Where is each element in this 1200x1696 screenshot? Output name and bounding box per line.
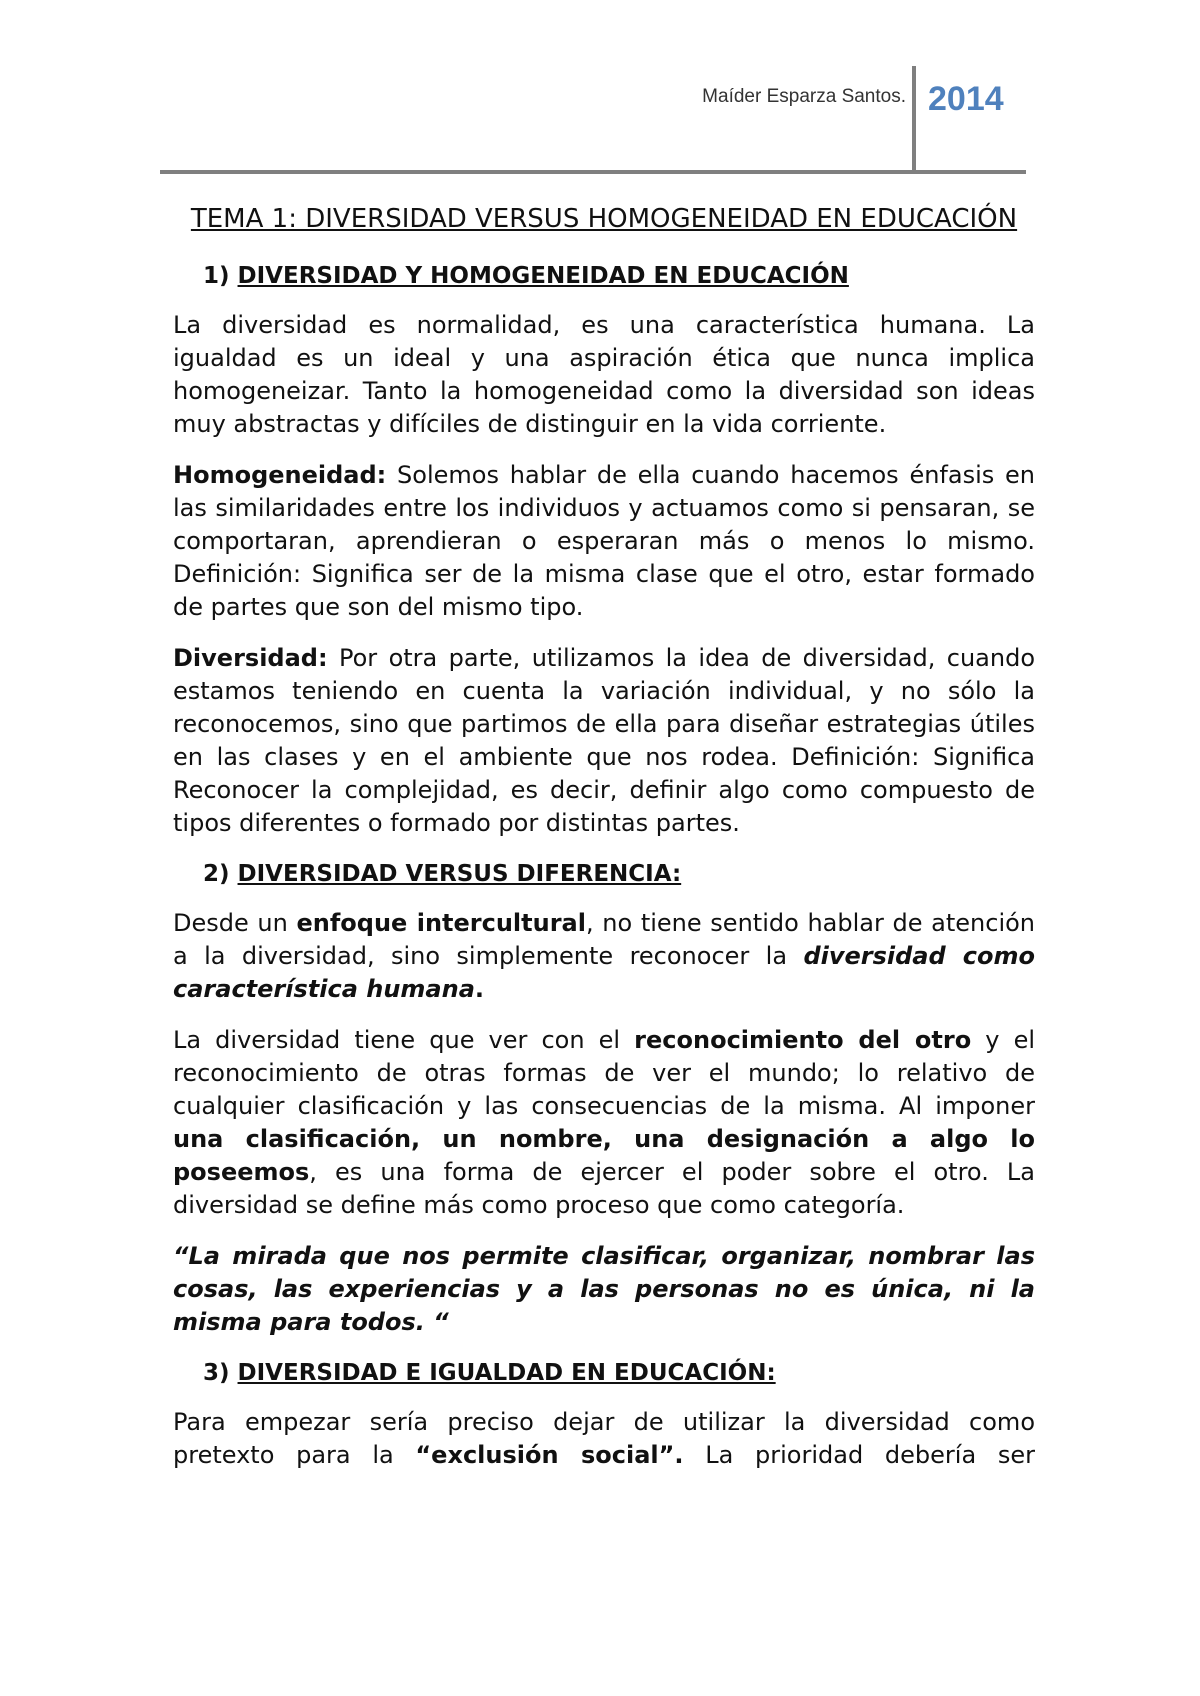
text-run: La prioridad debería ser	[683, 1441, 1035, 1469]
bold-italic-run: diversidad como característica humana	[173, 942, 1035, 1003]
bold-run: enfoque intercultural	[296, 909, 586, 937]
page-header	[160, 66, 1026, 176]
section-3-number: 3)	[203, 1360, 238, 1386]
bold-run: .	[474, 975, 485, 1003]
homogeneidad-definition: Solemos hablar de ella cuando hacemos énfasis en las similaridades entre los individuos y actuamos como si pensaran, se comportaran, aprendieran o esperaran más o menos lo mismo. Definición: Significa ser de la misma clase que el otro, estar formado de partes que son del mismo tipo.	[173, 461, 1035, 621]
text-run: y el reconocimiento de otras formas de ver el mundo; lo relativo de cualquier clasificación y las consecuencias de la misma. Al imponer	[173, 1026, 1035, 1120]
header-year: 2014	[928, 80, 1004, 118]
section-2-paragraph-1	[173, 907, 1035, 1006]
section-1-number: 1)	[203, 263, 238, 289]
section-1-paragraph-3	[173, 642, 1035, 840]
bold-run: una clasificación, un nombre, una designación a algo lo poseemos	[173, 1125, 1035, 1186]
section-3-heading	[203, 1357, 1035, 1390]
document-body	[173, 200, 1035, 1490]
bold-run: reconocimiento del otro	[634, 1026, 972, 1054]
section-1-paragraph-2	[173, 459, 1035, 624]
header-horizontal-rule	[160, 170, 1026, 174]
text-run: La diversidad tiene que ver con el	[173, 1026, 635, 1054]
bold-run: “exclusión social”.	[415, 1441, 684, 1469]
text-run: , es una forma de ejercer el poder sobre el otro. La diversidad se define más como proceso que como categoría.	[173, 1158, 1035, 1219]
section-1-heading	[203, 260, 1035, 293]
section-2-number: 2)	[203, 861, 238, 887]
section-2-paragraph-2	[173, 1024, 1035, 1222]
text-run: Desde un	[173, 909, 297, 937]
document-title: TEMA 1: DIVERSIDAD VERSUS HOMOGENEIDAD EN EDUCACIÓN	[190, 204, 1018, 234]
text-run: , no tiene sentido hablar de atención a la diversidad, sino simplemente reconocer la	[173, 909, 1036, 970]
header-vertical-rule	[912, 66, 916, 172]
diversidad-definition: Por otra parte, utilizamos la idea de diversidad, cuando estamos teniendo en cuenta la variación individual, y no sólo la reconocemos, sino que partimos de ella para diseñar estrategias útiles en las clases y en el ambiente que nos rodea. Definición: Significa Reconocer la complejidad, es decir, definir algo como compuesto de tipos diferentes o formado por distintas partes.	[173, 644, 1035, 837]
section-2-heading	[203, 858, 1035, 891]
section-3-heading-text: DIVERSIDAD E IGUALDAD EN EDUCACIÓN:	[237, 1360, 776, 1386]
header-author: Maíder Esparza Santos.	[702, 86, 906, 107]
section-3-paragraph-1	[173, 1406, 1035, 1472]
term-diversidad: Diversidad:	[173, 644, 328, 672]
section-2-quote: “La mirada que nos permite clasificar, organizar, nombrar las cosas, las experiencias y a las personas no es única, ni la misma para todos. “	[173, 1242, 1035, 1336]
section-1-heading-text: DIVERSIDAD Y HOMOGENEIDAD EN EDUCACIÓN	[237, 263, 849, 289]
section-1-paragraph-1: La diversidad es normalidad, es una característica humana. La igualdad es un ideal y una aspiración ética que nunca implica homogeneizar. Tanto la homogeneidad como la diversidad son ideas muy abstractas y difíciles de distinguir en la vida corriente.	[173, 311, 1035, 438]
text-run: Para empezar sería preciso dejar de utilizar la diversidad como pretexto para la	[173, 1408, 1035, 1469]
term-homogeneidad: Homogeneidad:	[173, 461, 387, 489]
section-2-heading-text: DIVERSIDAD VERSUS DIFERENCIA:	[237, 861, 682, 887]
